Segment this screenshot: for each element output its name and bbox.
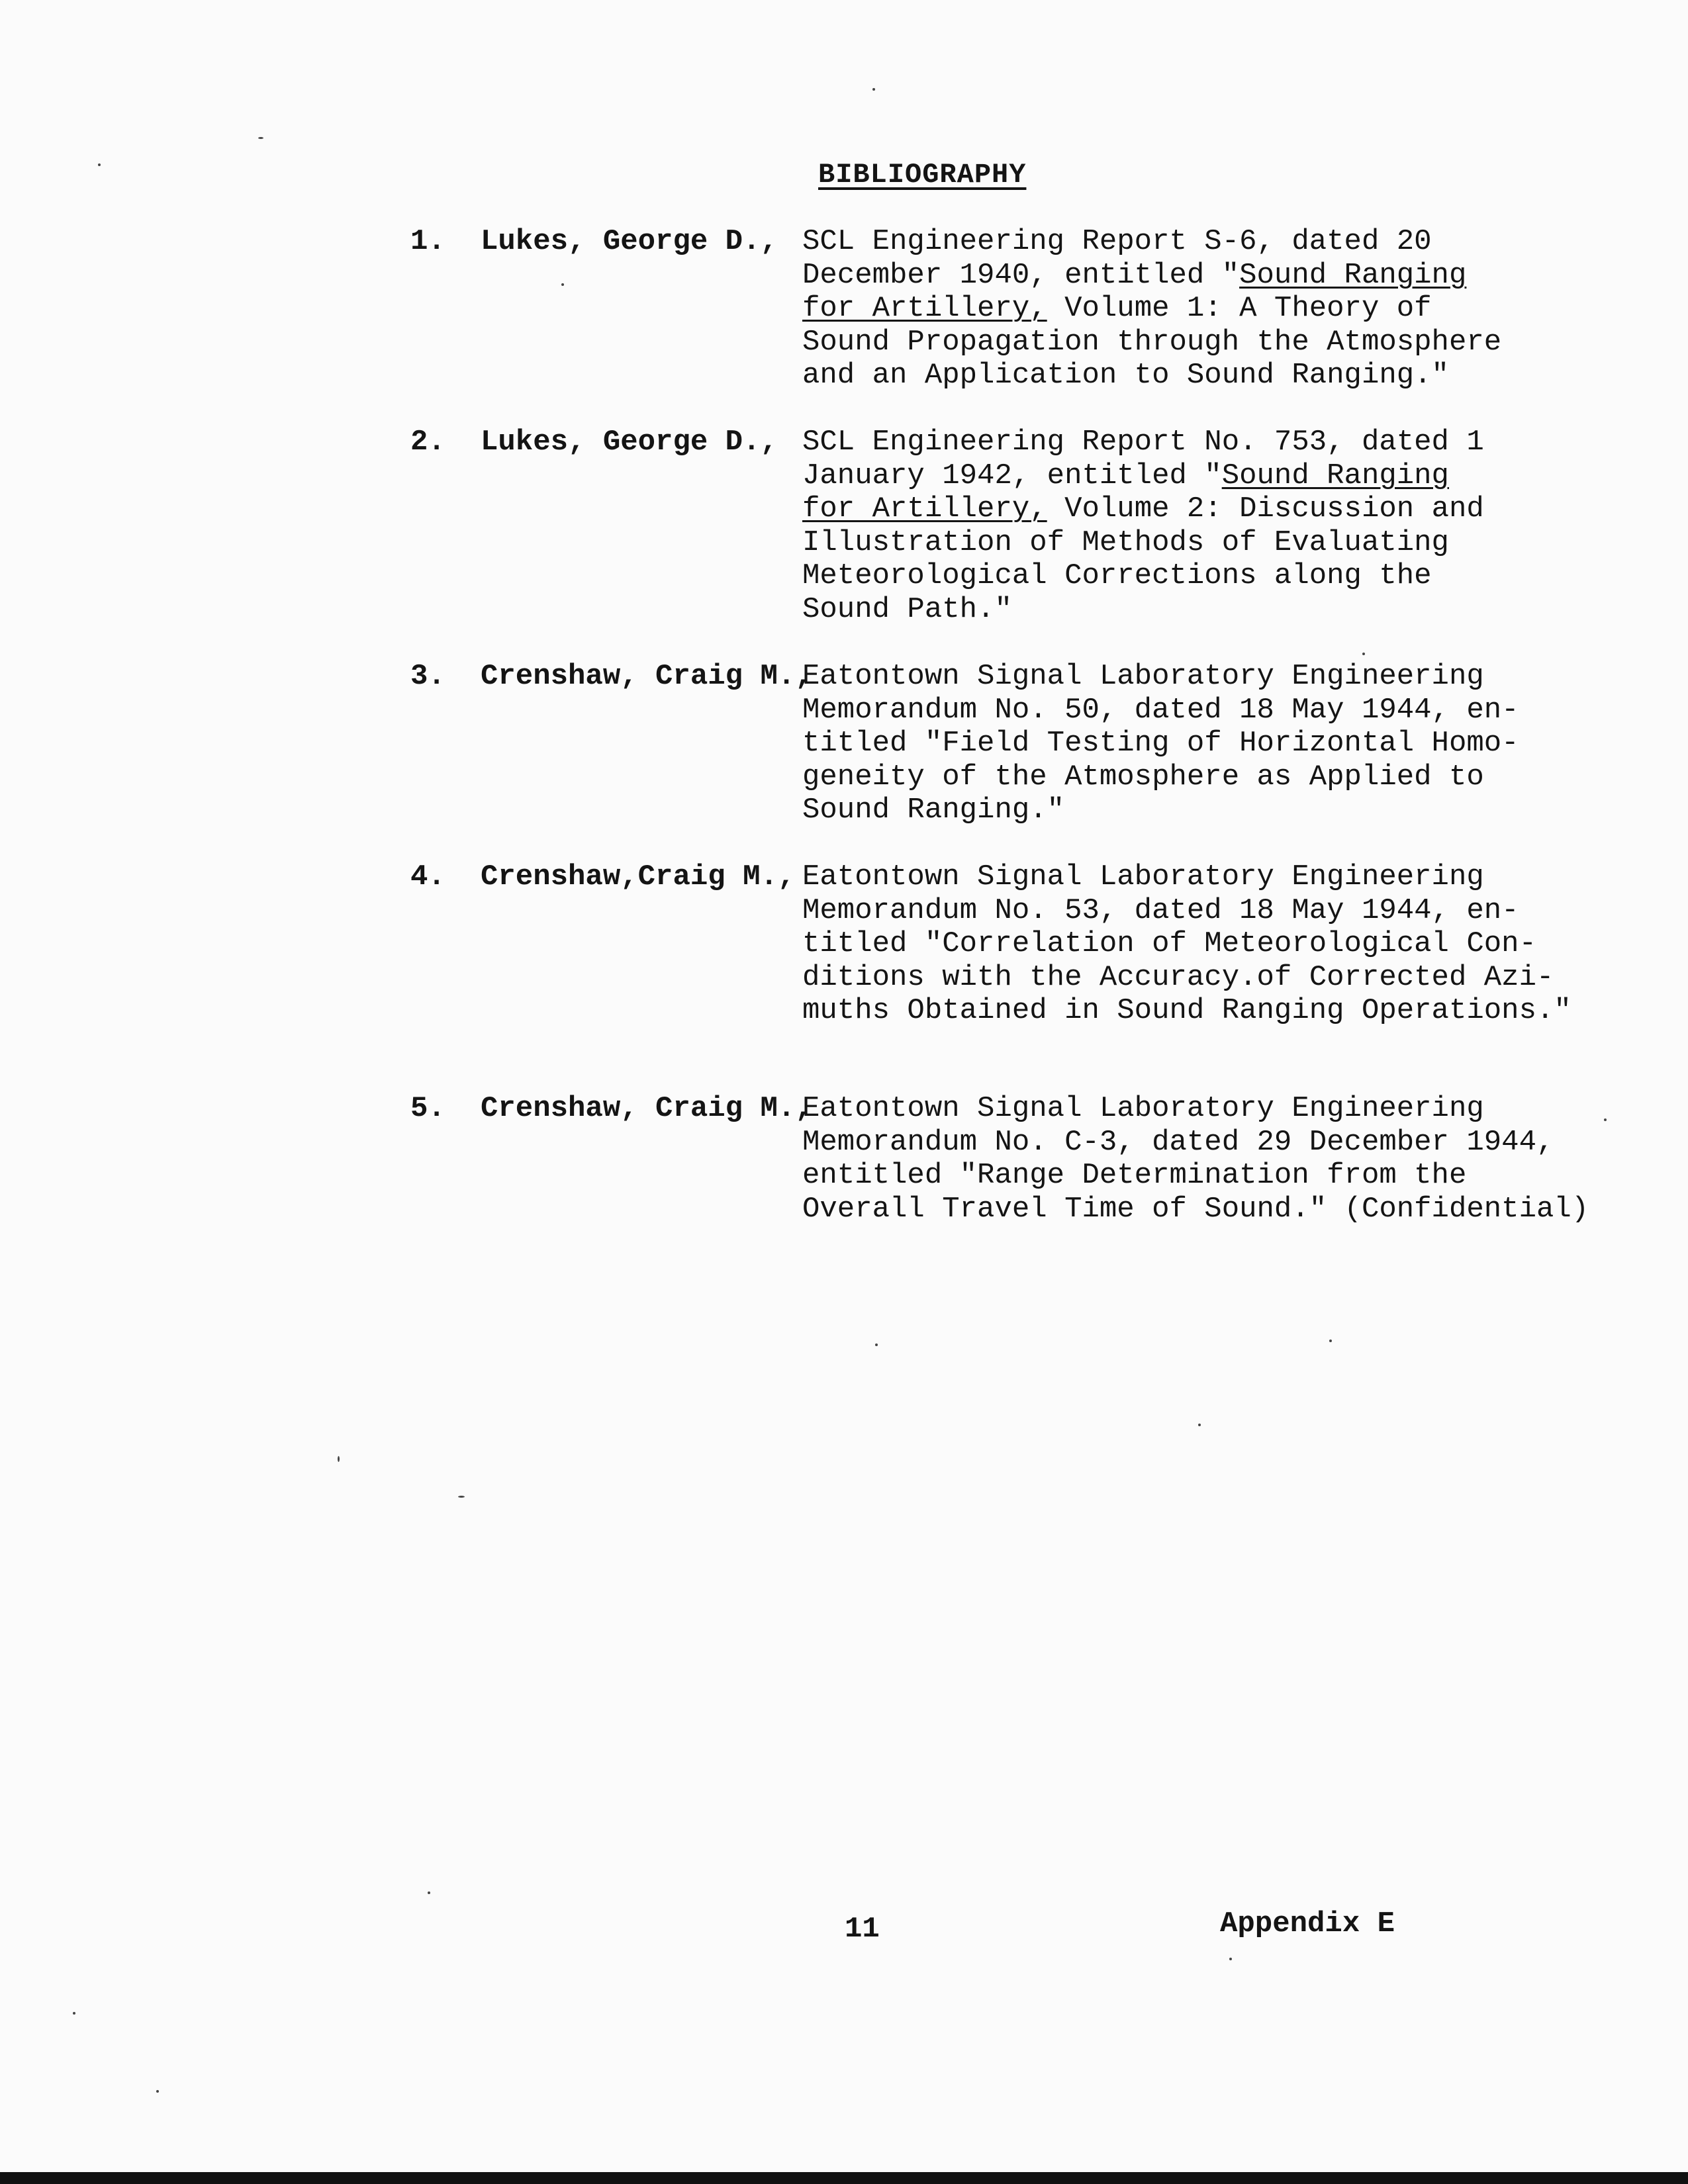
scan-speck: [561, 283, 564, 286]
page-number: 11: [845, 1913, 880, 1946]
citation-line: SCL Engineering Report No. 753, dated 1: [802, 426, 1484, 459]
entry-citation: [802, 1092, 1589, 1226]
citation-line: Memorandum No. 53, dated 18 May 1944, en-: [802, 893, 1519, 927]
scan-speck: [1198, 1424, 1201, 1426]
entry-author: Lukes, George D.,: [481, 426, 778, 459]
appendix-label: Appendix E: [1220, 1907, 1395, 1940]
entry-number: 1.: [410, 225, 445, 258]
entry-citation: [802, 426, 1570, 626]
citation-line: Sound Ranging.": [802, 794, 1065, 827]
scan-speck: [1604, 1118, 1607, 1121]
scan-speck: [338, 1456, 340, 1462]
scan-speck: [73, 2012, 75, 2015]
citation-line: and an Application to Sound Ranging.": [802, 359, 1449, 392]
citation-line: Illustration of Methods of Evaluating: [802, 525, 1449, 559]
citation-line: Sound Path.": [802, 592, 1012, 626]
scan-speck: [1362, 653, 1365, 655]
scan-speck: [1229, 1958, 1232, 1960]
scan-speck: [1329, 1340, 1332, 1342]
citation-line: geneity of the Atmosphere as Applied to: [802, 760, 1484, 794]
scan-speck: [156, 2090, 159, 2093]
citation-line: for Artillery, Volume 2: Discussion and: [802, 492, 1484, 525]
underlined-title: for Artillery,: [802, 292, 1047, 325]
citation-line: Meteorological Corrections along the: [802, 559, 1432, 592]
entry-number: 4.: [410, 860, 445, 893]
citation-line: Eatontown Signal Laboratory Engineering: [802, 860, 1484, 893]
underlined-title: for Artillery,: [802, 492, 1047, 525]
scan-speck: [872, 88, 875, 91]
entry-author: Crenshaw, Craig M.,: [481, 1092, 813, 1125]
citation-line: Eatontown Signal Laboratory Engineering: [802, 660, 1484, 693]
underlined-title: Sound Ranging: [1221, 459, 1449, 492]
citation-line: SCL Engineering Report S-6, dated 20: [802, 225, 1432, 258]
scan-speck: [258, 137, 263, 139]
citation-line: ditions with the Accuracy.of Corrected Azi-: [802, 960, 1554, 994]
citation-line: Eatontown Signal Laboratory Engineering: [802, 1092, 1484, 1125]
entry-number: 5.: [410, 1092, 445, 1125]
scan-speck: [98, 163, 101, 166]
entry-author: Crenshaw,Craig M.,: [481, 860, 796, 893]
scan-speck: [458, 1496, 465, 1498]
citation-line: for Artillery, Volume 1: A Theory of: [802, 292, 1432, 325]
scan-border: [0, 2172, 1688, 2184]
citation-line: muths Obtained in Sound Ranging Operations.": [802, 994, 1571, 1027]
entry-citation: [802, 660, 1570, 827]
underlined-title: Sound Ranging: [1239, 258, 1467, 292]
citation-line: titled "Field Testing of Horizontal Homo-: [802, 727, 1519, 760]
scan-speck: [875, 1343, 878, 1346]
entry-author: Lukes, George D.,: [481, 225, 778, 258]
entry-number: 2.: [410, 426, 445, 459]
entry-citation: [802, 860, 1570, 1028]
scan-speck: [428, 1891, 430, 1894]
page-title: BIBLIOGRAPHY: [818, 159, 1027, 191]
citation-line: entitled "Range Determination from the: [802, 1159, 1467, 1192]
citation-line: Sound Propagation through the Atmosphere: [802, 325, 1502, 359]
citation-line: Memorandum No. 50, dated 18 May 1944, en-: [802, 693, 1519, 727]
citation-line: titled "Correlation of Meteorological Con-: [802, 927, 1536, 960]
citation-line: Overall Travel Time of Sound." (Confidential): [802, 1192, 1589, 1226]
citation-line: Memorandum No. C-3, dated 29 December 1944,: [802, 1125, 1554, 1159]
entry-author: Crenshaw, Craig M.,: [481, 660, 813, 693]
entry-citation: [802, 225, 1570, 392]
entry-number: 3.: [410, 660, 445, 693]
citation-line: December 1940, entitled "Sound Ranging: [802, 258, 1467, 292]
citation-line: January 1942, entitled "Sound Ranging: [802, 459, 1449, 492]
